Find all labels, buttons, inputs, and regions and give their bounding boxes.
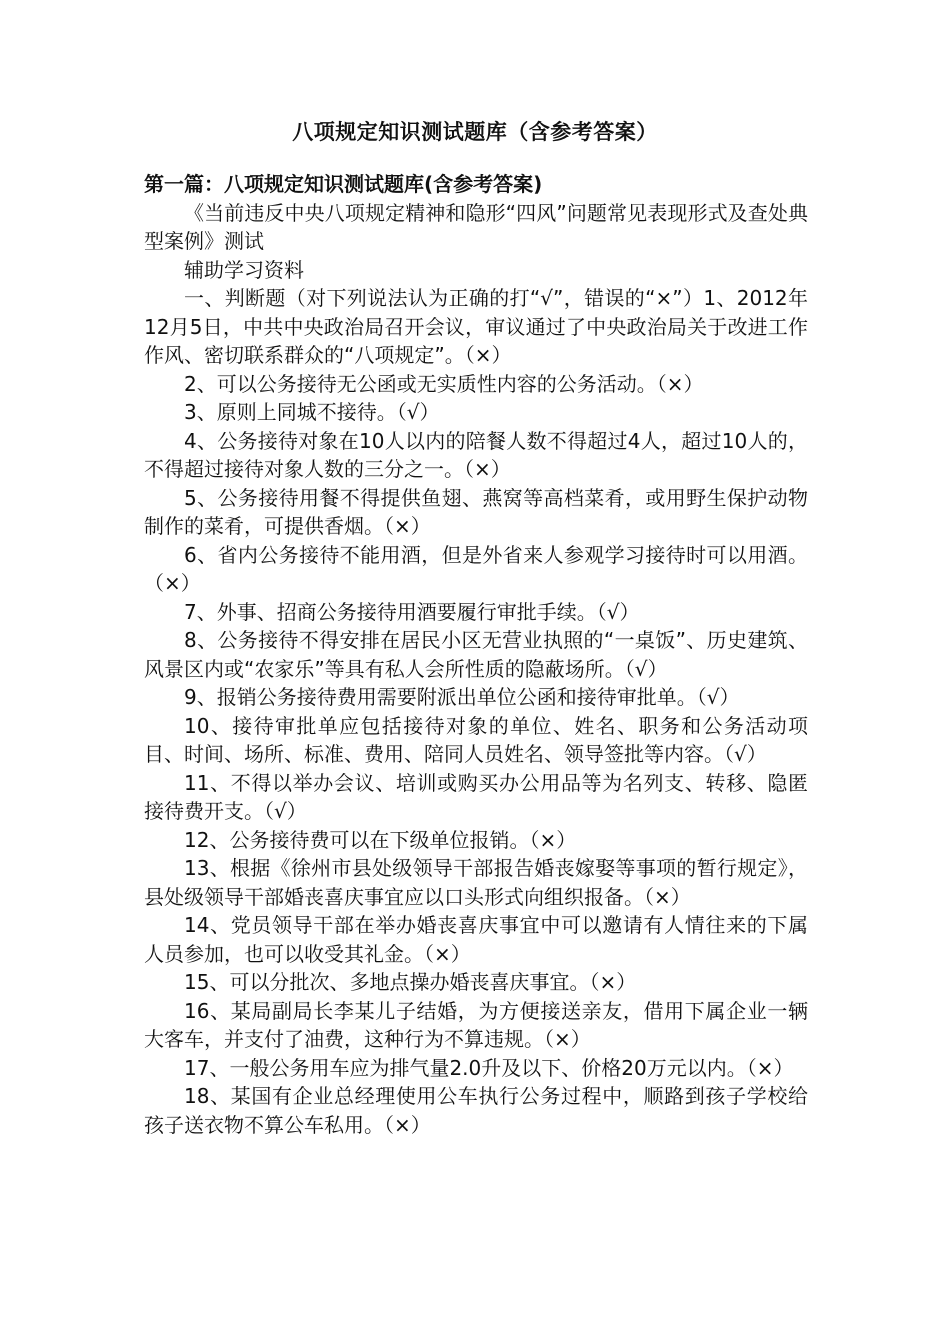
question-7: 7、外事、招商公务接待用酒要履行审批手续。（√） — [184, 599, 640, 624]
document-body — [144, 170, 808, 1139]
question-6: 6、省内公务接待不能用酒，但是外省来人参观学习接待时可以用酒。（×） — [144, 542, 808, 595]
question-17: 17、一般公务用车应为排气量2.0升及以下、价格20万元以内。（×） — [184, 1055, 794, 1080]
question-3: 3、原则上同城不接待。（√） — [184, 400, 440, 424]
paragraph-subtitle: 辅助学习资料 — [184, 257, 304, 282]
question-11: 11、不得以举办会议、培训或购买办公用品等为名列支、转移、隐匿接待费开支。（√） — [144, 770, 808, 823]
question-8: 8、公务接待不得安排在居民小区无营业执照的“一桌饭”、历史建筑、风景区内或“农家乐”等具有私人会所性质的隐蔽场所。（√） — [144, 628, 808, 681]
section-heading: 第一篇：八项规定知识测试题库(含参考答案) — [144, 172, 543, 196]
question-4: 4、公务接待对象在10人以内的陪餐人数不得超过4人，超过10人的，不得超过接待对象人数的三分之一。（×） — [144, 428, 808, 481]
question-15: 15、可以分批次、多地点操办婚丧喜庆事宜。（×） — [184, 970, 637, 994]
document-title: 八项规定知识测试题库（含参考答案） — [292, 120, 658, 144]
question-13: 13、根据《徐州市县处级领导干部报告婚丧嫁娶等事项的暂行规定》，县处级领导干部婚丧喜庆事宜应以口头形式向组织报备。（×） — [144, 856, 808, 909]
question-12: 12、公务接待费可以在下级单位报销。（×） — [184, 827, 577, 852]
question-1: 一、判断题（对下列说法认为正确的打“√”，错误的“×”）1、2012年12月5日，中共中央政治局召开会议，审议通过了中央政治局关于改进工作作风、密切联系群众的“八项规定”。（×） — [144, 286, 808, 367]
question-14: 14、党员领导干部在举办婚丧喜庆事宜中可以邀请有人情往来的下属人员参加，也可以收受其礼金。（×） — [144, 913, 808, 966]
question-18: 18、某国有企业总经理使用公车执行公务过程中，顺路到孩子学校给孩子送衣物不算公车私用。（×） — [144, 1084, 808, 1137]
question-16: 16、某局副局长李某儿子结婚，为方便接送亲友，借用下属企业一辆大客车，并支付了油费，这种行为不算违规。（×） — [144, 998, 808, 1051]
question-2: 2、可以公务接待无公函或无实质性内容的公务活动。（×） — [184, 371, 704, 396]
paragraph-intro: 《当前违反中央八项规定精神和隐形“四风”问题常见表现形式及查处典型案例》测试 — [144, 200, 808, 253]
question-10: 10、接待审批单应包括接待对象的单位、姓名、职务和公务活动项目、时间、场所、标准、费用、陪同人员姓名、领导签批等内容。（√） — [144, 713, 808, 766]
question-9: 9、报销公务接待费用需要附派出单位公函和接待审批单。（√） — [184, 685, 740, 709]
question-5: 5、公务接待用餐不得提供鱼翅、燕窝等高档菜肴，或用野生保护动物制作的菜肴，可提供香烟。（×） — [144, 485, 808, 538]
